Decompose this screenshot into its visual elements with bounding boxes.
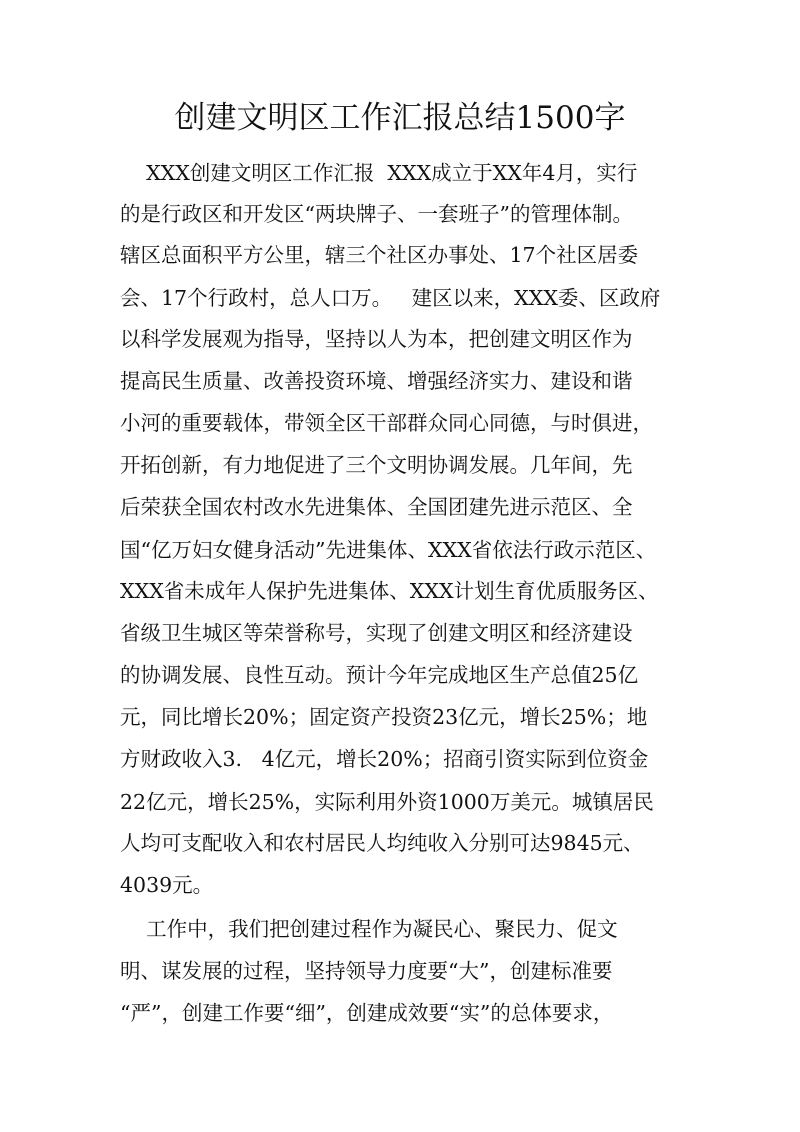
body-line: 省级卫生城区等荣誉称号，实现了创建文明区和经济建设: [120, 621, 633, 645]
body-line: 以科学发展观为指导，坚持以人为本，把创建文明区作为: [120, 327, 633, 351]
body-line: 的是行政区和开发区“两块牌子、一套班子”的管理体制。: [120, 202, 633, 226]
body-line: 4039元。: [120, 873, 214, 897]
body-line: “严”，创建工作要“细”，创建成效要“实”的总体要求，: [120, 1001, 614, 1025]
body-line: 辖区总面积平方公里，辖三个社区办事处、17个社区居委: [120, 243, 639, 267]
body-line: XXX省未成年人保护先进集体、XXX计划生育优质服务区、: [120, 579, 659, 603]
body-line: 的协调发展、良性互动。预计今年完成地区生产总值25亿: [120, 663, 639, 687]
body-line: 人均可支配收入和农村居民人均纯收入分别可达9845元、: [120, 831, 644, 855]
body-line: 小河的重要载体，带领全区干部群众同心同德，与时俱进，: [120, 411, 653, 435]
body-line: 开拓创新，有力地促进了三个文明协调发展。几年间，先: [120, 453, 633, 477]
body-line: 会、17个行政村，总人口万。 建区以来，XXX委、区政府: [120, 286, 661, 310]
body-line: 方财政收入3. 4亿元，增长20%；招商引资实际到位资金: [120, 747, 649, 771]
body-line: 后荣获全国农村改水先进集体、全国团建先进示范区、全: [120, 495, 633, 519]
body-line: 提高民生质量、改善投资环境、增强经济实力、建设和谐: [120, 369, 633, 393]
body-line: 元，同比增长20%；固定资产投资23亿元，增长25%；地: [120, 705, 648, 729]
body-line: 22亿元，增长25%，实际利用外资1000万美元。城镇居民: [120, 790, 654, 814]
body-line: 国“亿万妇女健身活动”先进集体、XXX省依法行政示范区、: [120, 538, 657, 562]
body-line: XXX创建文明区工作汇报 XXX成立于XX年4月，实行: [120, 161, 638, 185]
body-line: 工作中，我们把创建过程作为凝民心、聚民力、促文: [120, 917, 618, 941]
body-line: 明、谋发展的过程，坚持领导力度要“大”，创建标准要: [120, 959, 613, 983]
document-title: 创建文明区工作汇报总结1500字: [174, 100, 626, 136]
